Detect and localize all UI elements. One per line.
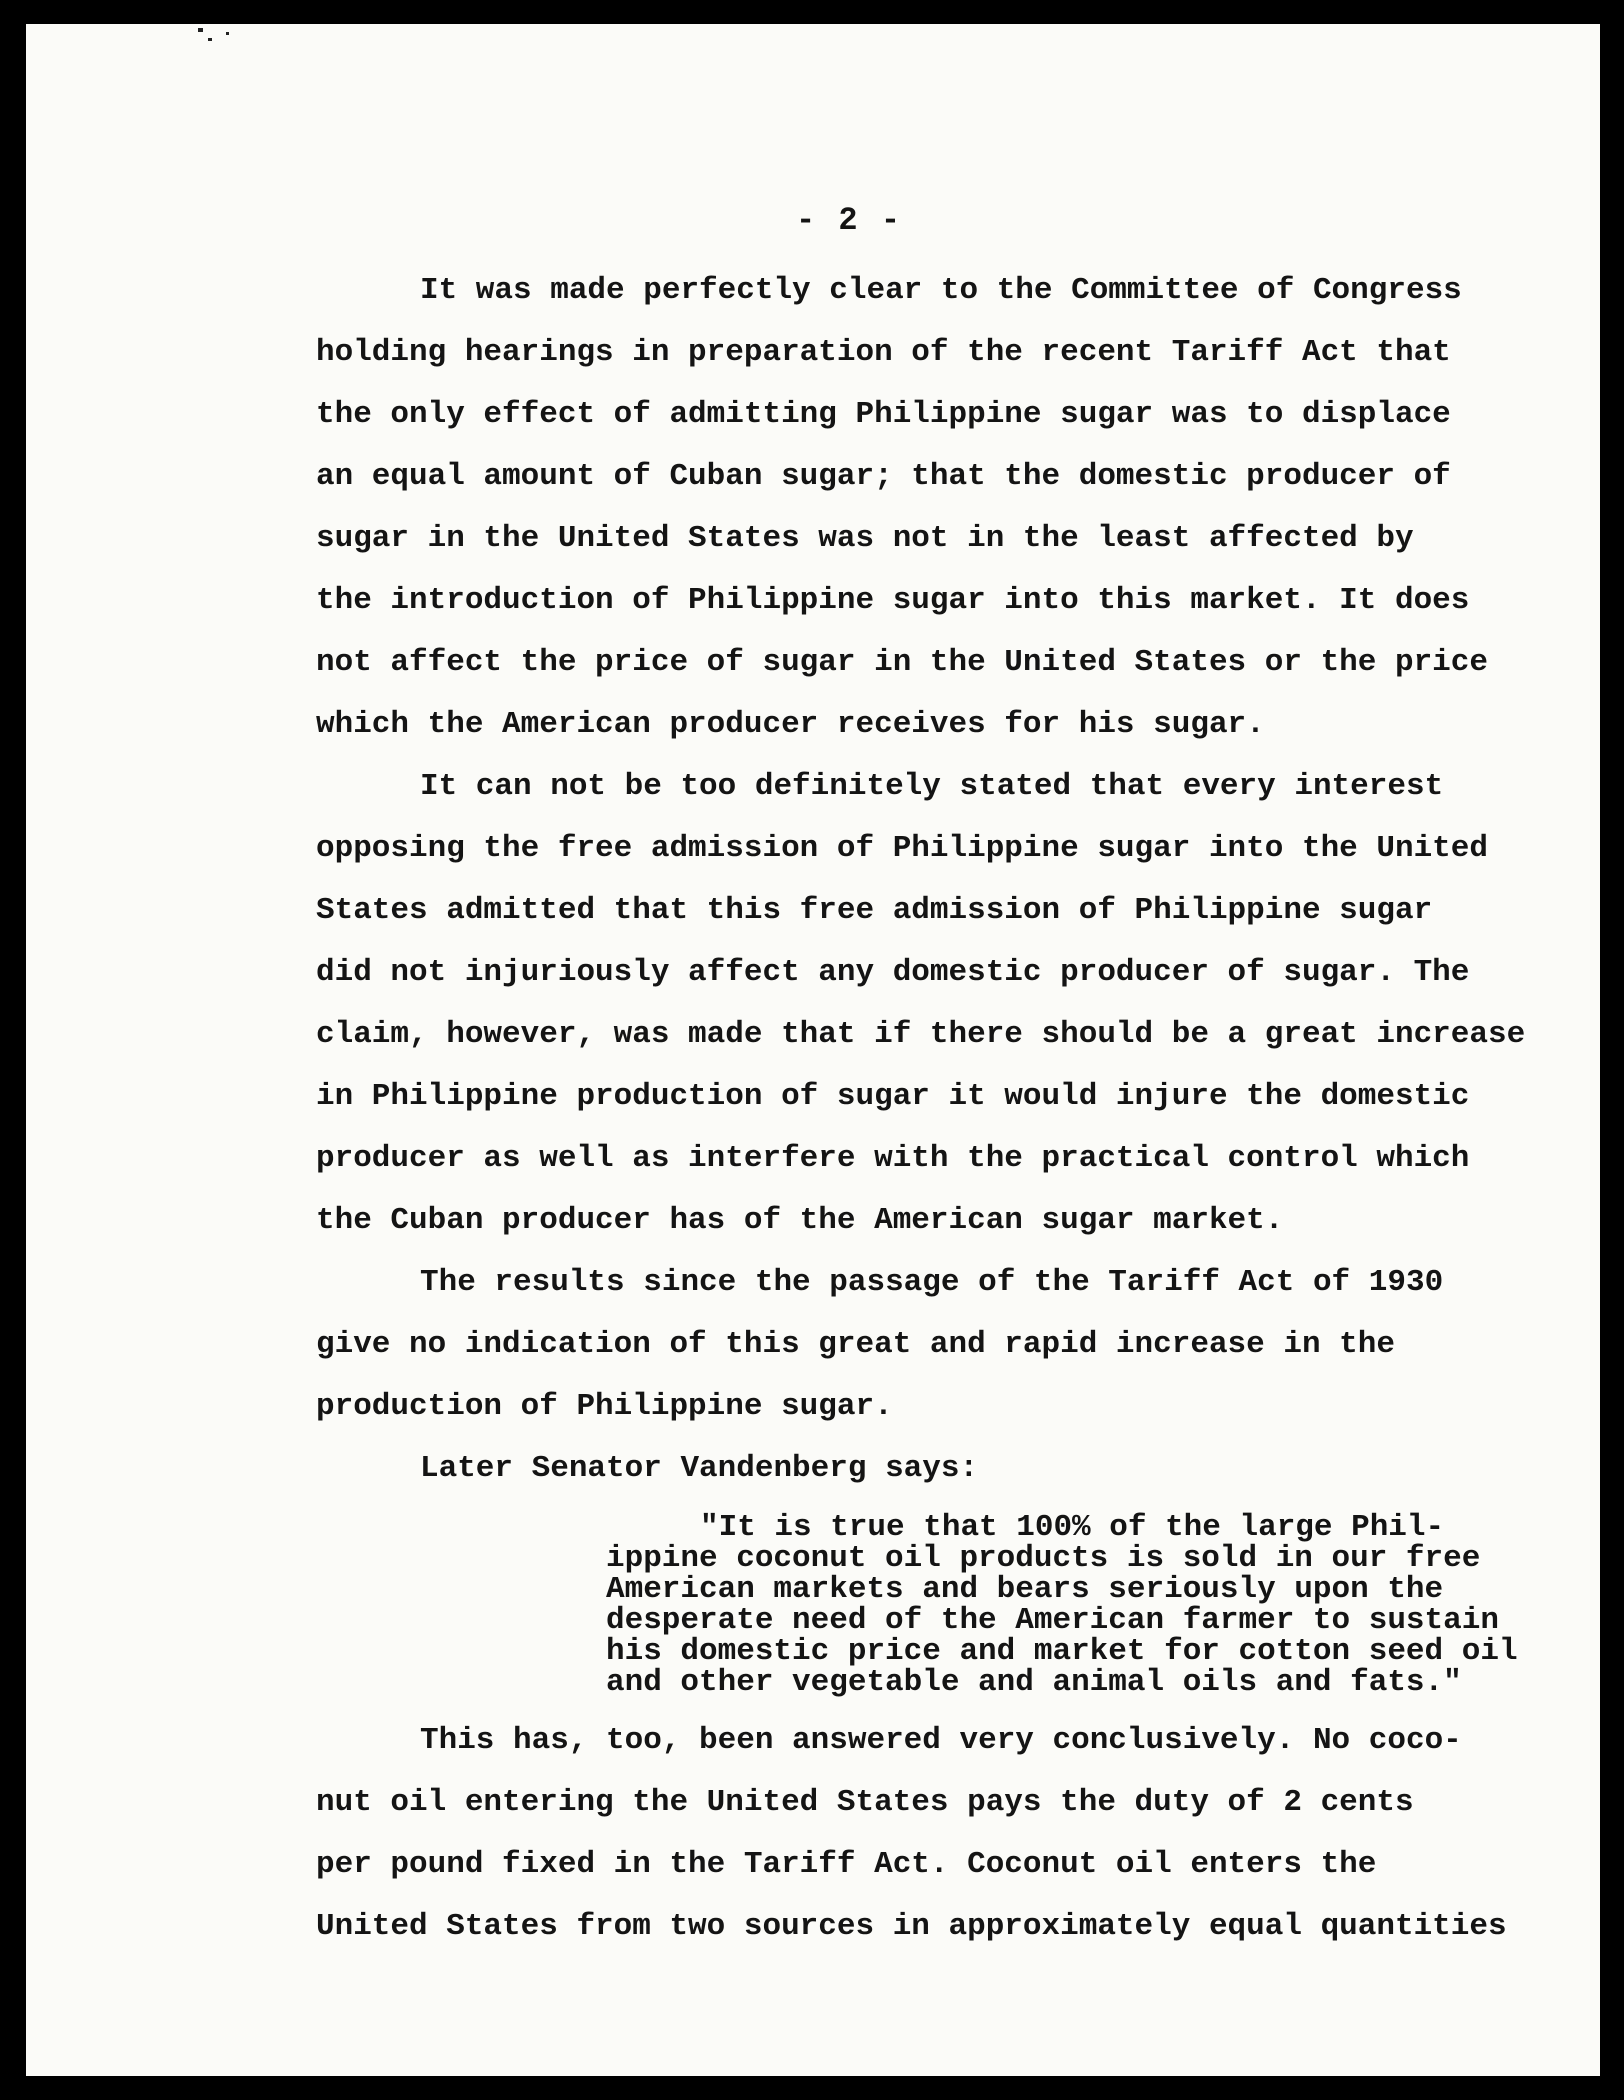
text-line: It was made perfectly clear to the Committee of Congress xyxy=(420,273,1462,308)
document-body xyxy=(316,260,1586,1958)
text-line: producer as well as interfere with the practical control which xyxy=(316,1141,1470,1176)
paragraph-2 xyxy=(316,756,1586,1252)
scan-mark-dot xyxy=(226,32,229,35)
text-line: nut oil entering the United States pays the duty of 2 cents xyxy=(316,1785,1414,1820)
text-line: the Cuban producer has of the American sugar market. xyxy=(316,1203,1284,1238)
quote-line: ippine coconut oil products is sold in our free xyxy=(606,1541,1481,1576)
paragraph-4 xyxy=(316,1438,1586,1500)
text-line: not affect the price of sugar in the United States or the price xyxy=(316,645,1488,680)
text-line: States admitted that this free admission of Philippine sugar xyxy=(316,893,1433,928)
text-line: holding hearings in preparation of the recent Tariff Act that xyxy=(316,335,1451,370)
text-line: production of Philippine sugar. xyxy=(316,1389,893,1424)
scan-mark-dot xyxy=(198,28,203,32)
paragraph-3 xyxy=(316,1252,1586,1438)
text-line: per pound fixed in the Tariff Act. Coconut oil enters the xyxy=(316,1847,1377,1882)
paragraph-5 xyxy=(316,1710,1586,1958)
quote-line: "It is true that 100% of the large Phil- xyxy=(700,1510,1445,1545)
text-line: It can not be too definitely stated that every interest xyxy=(420,769,1444,804)
quote-line: his domestic price and market for cotton seed oil xyxy=(606,1634,1518,1669)
text-line: The results since the passage of the Tariff Act of 1930 xyxy=(420,1265,1444,1300)
text-line: opposing the free admission of Philippine sugar into the United xyxy=(316,831,1488,866)
text-line: United States from two sources in approximately equal quantities xyxy=(316,1909,1507,1944)
page-number: - 2 - xyxy=(796,202,903,239)
text-line: Later Senator Vandenberg says: xyxy=(420,1451,979,1486)
text-line: This has, too, been answered very conclusively. No coco- xyxy=(420,1723,1462,1758)
text-line: sugar in the United States was not in the least affected by xyxy=(316,521,1414,556)
block-quote xyxy=(606,1512,1586,1698)
paragraph-1 xyxy=(316,260,1586,756)
text-line: the only effect of admitting Philippine sugar was to displace xyxy=(316,397,1451,432)
text-line: in Philippine production of sugar it would injure the domestic xyxy=(316,1079,1470,1114)
document-page xyxy=(26,24,1600,2076)
text-line: which the American producer receives for his sugar. xyxy=(316,707,1265,742)
text-line: did not injuriously affect any domestic producer of sugar. The xyxy=(316,955,1470,990)
quote-line: and other vegetable and animal oils and fats." xyxy=(606,1665,1462,1700)
text-line: claim, however, was made that if there should be a great increase xyxy=(316,1017,1526,1052)
scan-mark-dot xyxy=(208,38,212,41)
text-line: give no indication of this great and rapid increase in the xyxy=(316,1327,1395,1362)
quote-line: American markets and bears seriously upon the xyxy=(606,1572,1444,1607)
text-line: the introduction of Philippine sugar into this market. It does xyxy=(316,583,1470,618)
text-line: an equal amount of Cuban sugar; that the domestic producer of xyxy=(316,459,1451,494)
quote-line: desperate need of the American farmer to sustain xyxy=(606,1603,1499,1638)
